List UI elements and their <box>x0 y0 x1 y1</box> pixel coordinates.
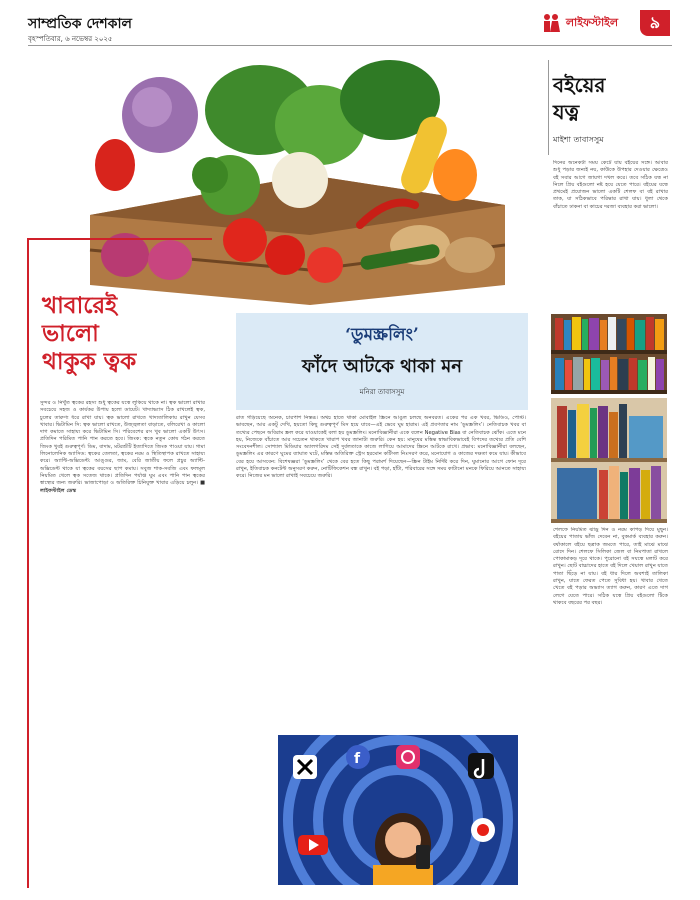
x-logo-icon <box>293 755 317 779</box>
header-rule <box>28 45 672 46</box>
phone-illustration <box>278 735 518 885</box>
headline-line-2: ভালো <box>42 320 99 347</box>
bookshelf-photo <box>551 314 667 394</box>
headline-line-2: যত্ন <box>553 100 580 124</box>
headline-line-1: বইয়ের <box>553 73 606 97</box>
svg-text:f: f <box>354 751 361 767</box>
right-article-body-top: দিনের অনেকটা সময় কেটে যায় বইয়ের সঙ্গে। আবার শুধু পড়ার জন্যই নয়, কাউকে উপহার দেওয়ার ক্ষেত্রেও বই সবার আগে জায়গা দখল করে। তবে সঠিক যত্ন না নিলে প্রিয় বইগুলো নষ্ট হয়ে যেতে পারে। বইয়ের যত্নে প্রথমেই প্রয়োজন ভালো একটি শেলফ বা বই রাখার তাক, যা সঠিকভাবে পরিষ্কার রাখা যায়। ধুলা থেকে বাঁচাতে ঢাকনা বা কাচের দরজা ব্যবহার করা ভালো। <box>553 160 668 210</box>
couple-icon <box>540 13 562 33</box>
left-article-text: সুন্দর ও নিখুঁত ত্বকের রহস্য শুধু ত্বকের যত্নে লুকিয়ে থাকে না। ত্বক ভালো রাখার সবচেয়ে সহজ ও কার্যকর উপায় হলো ডায়েট। খাদ্যাভ্যাস ঠিক রাখলেই ত্বক, চুলের তারুণ্য ধরে রাখা যায়। ত্বক ভালো রাখতে খাদ্যতালিকায় রাখুন যেসব খাবার। ভিটামিন সি: ত্বক ভালো রাখতে, উজ্জ্বলতা বাড়াতে, বলিরেখা ও কালো দাগ কমাতে সাহায্য করে ভিটামিন সি। পরিবেশের রস খুব ভালো একটি উৎস। প্রতিদিন পরিমিত পানি পান করতে হবে। জিংক: ত্বকে নতুন কোষ গঠন করতে জিংক খুবই গুরুত্বপূর্ণ। ডিম, বাদাম, মটরশুঁটি ইত্যাদিতে জিংক পাওয়া যায়। গামা লিনোলেনিক অ্যাসিড: ত্বকের তেলতা, ত্বকের নরম ও স্থিতিস্থাপক রাখতে সাহায্য করে। অ্যান্টি-অক্সিডেন্ট: আঙ্গুর, জাম, বেরি জাতীয় ফলে প্রচুর অ্যান্টি-অক্সিডেন্ট থাকে যা ত্বকের বয়সের ছাপ কমায়। সবুজ শাক-সবজি এবং ফলমূল নিয়মিত খেলে ত্বক সতেজ থাকে। প্রতিদিন পর্যাপ্ত ঘুম এবং পানি পান ত্বকের স্বাস্থ্যের জন্য জরুরি। ভাজাপোড়া ও অতিরিক্ত চিনিযুক্ত খাবার এড়িয়ে চলুন। <box>40 400 205 487</box>
right-article-headline <box>553 72 675 126</box>
section-label: লাইফস্টাইল <box>565 16 619 29</box>
headline-line-1: খাবারেই <box>42 292 118 319</box>
bookshelf-closeup-photo <box>551 398 667 523</box>
right-column-rule <box>548 60 549 155</box>
middle-article-body: রাত গড়িয়েছে অনেক, চারপাশ নিস্তব্ধ। অথচ হাতে থাকা মোবাইল স্ক্রিনে আঙুল চলছে অনবরত। একের পর এক খবর, ভিডিও, পোস্ট। ভাবছেন, আর একটু দেখি, হয়তো কিছু গুরুত্বপূর্ণ মিস হয়ে যাবে—এই ভেবে ঘুম হারাম। এই প্রবণতার নাম ‘ডুমস্ক্রলিং’। নেতিবাচক খবর বা তথ্যের পেছনে অবিরাম স্ক্রল করে যাওয়াকেই বলা হয় ডুমস্ক্রলিং। মনোবিজ্ঞানীরা একে বলেন Negative Bias বা নেতিবাচক ঝোঁক। এতে মনে হয়, নিজেকে বাঁচাতে আর সচেতন থাকতে খারাপ খবর জানাটা জরুরি। কেন হয়: মানুষের মস্তিষ্ক স্বাভাবিকভাবেই বিপদের তথ্যের প্রতি বেশি সংবেদনশীল। সোশ্যাল মিডিয়ার অ্যালগরিদম সেই দুর্বলতাকে কাজে লাগিয়ে আমাদের স্ক্রিনে আটকে রাখে। প্রভাব: মনোবিজ্ঞানীরা বলছেন, ডুমস্ক্রলিং এর কারণে ঘুমের ব্যাঘাত ঘটে, মস্তিষ্ক অতিরিক্ত স্ট্রেস হরমোন কর্টিসল নিঃসরণ করে, মনোযোগ ও কাজের দক্ষতা কমে যায়। কীভাবে বের হয়ে আসবেন: বিশেষজ্ঞরা ‘ডুমস্ক্রলিং’ থেকে বের হতে কিছু পরামর্শ দিয়েছেন—স্ক্রিন টাইম নির্দিষ্ট করে দিন, ঘুমানোর আগে ফোন দূরে রাখুন, ইতিবাচক কনটেন্ট অনুসরণ করুন, নোটিফিকেশন বন্ধ রাখুন। বই পড়া, হাঁটা, পরিবারের সঙ্গে সময় কাটানো মনকে ফিরিয়ে আনতে সাহায্য করে। নিজের মন ভালো রাখাই সবচেয়ে জরুরি। <box>236 415 526 480</box>
facebook-icon <box>346 745 370 769</box>
right-article-byline: মাইশা তাবাসসুম <box>553 135 604 144</box>
middle-article-headline: ফাঁদে আটকে থাকা মন <box>302 356 462 377</box>
masthead: সাম্প্রতিক দেশকাল <box>28 16 132 32</box>
instagram-icon <box>396 745 420 769</box>
left-article-body: সুন্দর ও নিখুঁত ত্বকের রহস্য শুধু ত্বকের যত্নে লুকিয়ে থাকে না। ত্বক ভালো রাখার সবচেয়ে সহজ ও কার্যকর উপায় হলো ডায়েট। খাদ্যাভ্যাস ঠিক রাখলেই ত্বক, চুলের তারুণ্য ধরে রাখা যায়। ত্বক ভালো রাখতে খাদ্যতালিকায় রাখুন যেসব খাবার। ভিটামিন সি: ত্বক ভালো রাখতে, উজ্জ্বলতা বাড়াতে, বলিরেখা ও কালো দাগ কমাতে সাহায্য করে ভিটামিন সি। পরিবেশের রস খুব ভালো একটি উৎস। প্রতিদিন পরিমিত পানি পান করতে হবে। জিংক: ত্বকে নতুন কোষ গঠন করতে জিংক খুবই গুরুত্বপূর্ণ। ডিম, বাদাম, মটরশুঁটি ইত্যাদিতে জিংক পাওয়া যায়। গামা লিনোলেনিক অ্যাসিড: ত্বকের তেলতা, ত্বকের নরম ও স্থিতিস্থাপক রাখতে সাহায্য করে। অ্যান্টি-অক্সিডেন্ট: আঙ্গুর, জাম, বেরি জাতীয় ফলে প্রচুর অ্যান্টি-অক্সিডেন্ট থাকে যা ত্বকের বয়সের ছাপ কমায়। সবুজ শাক-সবজি এবং ফলমূল নিয়মিত খেলে ত্বক সতেজ থাকে। প্রতিদিন পর্যাপ্ত ঘুম এবং পানি পান ত্বকের স্বাস্থ্যের জন্য জরুরি। ভাজাপোড়া ও অতিরিক্ত চিনিযুক্ত খাবার এড়িয়ে চলুন। ■ লাইফস্টাইল ডেস্ক <box>40 400 205 494</box>
headline-line-3: থাকুক ত্বক <box>42 348 137 375</box>
tiktok-icon <box>468 753 494 779</box>
left-article-credit: লাইফস্টাইল ডেস্ক <box>40 487 77 494</box>
left-article-headline <box>42 292 202 376</box>
notification-icon <box>471 818 495 842</box>
middle-article-byline: মনিরা তাবাসসুম <box>359 388 405 396</box>
page-number: ৯ <box>640 10 670 36</box>
section-tag <box>540 13 638 33</box>
middle-article-kicker: ‘ডুমস্ক্রলিং’ <box>345 325 419 345</box>
right-article-body-bottom: শেলফে নিয়মিত ঝাড়ু দিন ও নরম কাপড় দিয়ে মুছুন। বইয়ের পাতায় ভাঁজ দেবেন না, বুকমার্ক ব্যবহার করুন। বর্ষাকালে বইয়ে ছত্রাক জমতে পারে, তাই মাঝে মাঝে রোদে দিন। শেলফে সিলিকা জেল বা নিমপাতা রাখলে পোকামাকড় দূরে থাকে। পুরোনো বই সযত্নে মলাট করে রাখুন। ছোট বাচ্চাদের হাতে বই দিলে খেয়াল রাখুন যাতে পাতা ছিঁড়ে না যায়। বই ধার দিলে অবশ্যই তালিকা রাখুন, যাতে ফেরত পেতে সুবিধা হয়। খাবার খেতে খেতে বই পড়ার অভ্যাস ত্যাগ করুন, কারণ এতে দাগ লেগে যেতে পারে। সঠিক যত্নে প্রিয় বইগুলো টিকে থাকবে বছরের পর বছর। <box>553 527 668 606</box>
youtube-icon <box>298 835 328 855</box>
dateline: বৃহস্পতিবার, ৬ নভেম্বর ২০২৫ <box>28 35 113 43</box>
